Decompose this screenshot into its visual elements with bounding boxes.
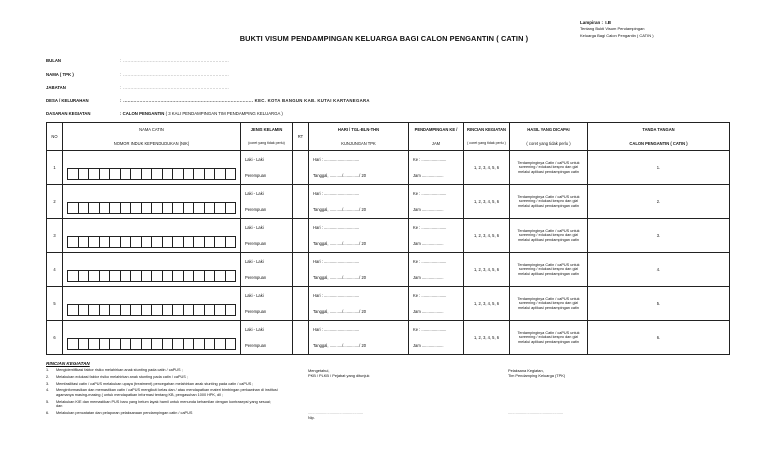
nik-digit-box[interactable]: [89, 271, 100, 281]
rincian-item-text: Menginformasikan dan memastikan catin / caPUS mengikuti kelas dan / atau mendapatkan materi bimbingan perkawinan di institusi agamanya masing-masing ( untuk mendapatkan informasi tentang KB, pengasuhan 1000 HPK, dll ;: [56, 388, 278, 397]
table-header-row: [47, 123, 730, 151]
nik-digit-box[interactable]: [89, 203, 100, 213]
nik-digit-box[interactable]: [79, 339, 90, 349]
row-no: 4: [47, 253, 63, 287]
rincian-item-number: 3.: [46, 381, 50, 386]
field-dasar-label: DASARAN KEGIATAN: [46, 111, 91, 116]
header-hasil-label: HASIL YANG DICAPAI: [527, 127, 570, 133]
table-row: [47, 253, 730, 287]
nik-digit-box[interactable]: [173, 271, 184, 281]
nik-digit-box[interactable]: [184, 305, 195, 315]
header-rt: RT: [293, 123, 309, 151]
header-hasil: [510, 123, 588, 151]
jk-laki[interactable]: Laki - Laki: [245, 258, 264, 264]
row-no: 6: [47, 321, 63, 355]
row-hari: [309, 253, 409, 287]
row-ttd[interactable]: 2.: [588, 185, 730, 219]
nik-digit-box[interactable]: [152, 237, 163, 247]
nik-boxes: [67, 168, 236, 180]
nik-digit-box[interactable]: [173, 203, 184, 213]
signature-right: [508, 368, 565, 415]
row-pendampingan: [409, 185, 464, 219]
jam-field[interactable]: Jam ...................: [413, 309, 444, 315]
signature-left-nip: Nip.: [308, 415, 315, 420]
nik-digit-box[interactable]: [215, 305, 226, 315]
nik-digit-box[interactable]: [100, 203, 111, 213]
rincian-item-text: Melakukan KIE dan memastikan PUS baru yang belum layak hamil untuk menunda kehamilan dengan kontrasepsi yang sesuai; dan: [56, 399, 271, 409]
jk-laki[interactable]: Laki - Laki: [245, 156, 264, 162]
table-row: [47, 321, 730, 355]
nik-digit-box[interactable]: [215, 271, 226, 281]
row-hari: [309, 287, 409, 321]
nik-digit-box[interactable]: [121, 305, 132, 315]
attachment-code: I.B: [605, 20, 612, 25]
nik-boxes: [67, 304, 236, 316]
page-title: BUKTI VISUM PENDAMPINGAN KELUARGA BAGI CALON PENGANTIN ( CATIN ): [239, 34, 529, 43]
row-nama-nik: [63, 287, 241, 321]
header-hasil-note: ( coret yang tidak perlu ): [526, 140, 571, 146]
nik-digit-box[interactable]: [152, 271, 163, 281]
row-pendampingan: [409, 253, 464, 287]
nik-digit-box[interactable]: [194, 203, 205, 213]
nik-digit-box[interactable]: [121, 203, 132, 213]
nik-boxes: [67, 202, 236, 214]
row-hasil[interactable]: Terdampinginya Catin / caPUS untuk screening / edukasi kespro dan gizi melalui aplikasi pendampingan catin: [510, 321, 588, 355]
row-jenis-kelamin: [241, 287, 293, 321]
nik-digit-box[interactable]: [142, 169, 153, 179]
row-rincian[interactable]: 1, 2, 3, 4, 5, 6: [464, 321, 510, 355]
rincian-item: [46, 375, 278, 380]
row-pendampingan: [409, 151, 464, 185]
nik-digit-box[interactable]: [226, 203, 236, 213]
field-desa-label: DESA / KELURAHAN: [46, 98, 89, 103]
row-jenis-kelamin: [241, 185, 293, 219]
dasar-value-bold: : CALON PENGANTIN: [120, 111, 165, 116]
row-no: 1: [47, 151, 63, 185]
row-nama-nik: [63, 151, 241, 185]
nik-digit-box[interactable]: [79, 271, 90, 281]
row-rt[interactable]: [293, 185, 309, 219]
nik-digit-box[interactable]: [205, 305, 216, 315]
nik-digit-box[interactable]: [194, 339, 205, 349]
nik-digit-box[interactable]: [110, 169, 121, 179]
row-pendampingan: [409, 321, 464, 355]
field-dasar-value: [120, 111, 283, 116]
ke-field[interactable]: Ke : ......................: [413, 156, 447, 162]
row-rincian[interactable]: 1, 2, 3, 4, 5, 6: [464, 151, 510, 185]
tanggal-field[interactable]: Tanggal, .........../............../ 20: [313, 173, 367, 179]
jk-perempuan[interactable]: Perempuan: [245, 241, 267, 247]
jk-laki[interactable]: Laki - Laki: [245, 292, 264, 298]
hari-field[interactable]: Hari : ...............................: [313, 224, 360, 230]
rincian-item-text: Melakukan pencatatan dan pelaporan pelaksanaan pendampingan catin / caPUS: [56, 411, 193, 416]
nik-digit-box[interactable]: [163, 271, 174, 281]
row-hari: [309, 321, 409, 355]
attachment-line-2: Keluarga Bagi Calon Pengantin ( CATIN ): [580, 32, 654, 38]
nik-digit-box[interactable]: [110, 237, 121, 247]
jam-field[interactable]: Jam ...................: [413, 343, 444, 349]
jk-perempuan[interactable]: Perempuan: [245, 275, 267, 281]
field-bulan-value[interactable]: : .......................................................................: [120, 58, 230, 63]
nik-digit-box[interactable]: [152, 169, 163, 179]
nik-digit-box[interactable]: [173, 169, 184, 179]
nik-digit-box[interactable]: [110, 305, 121, 315]
ke-field[interactable]: Ke : ......................: [413, 224, 447, 230]
row-rt[interactable]: [293, 321, 309, 355]
nik-digit-box[interactable]: [89, 169, 100, 179]
nik-digit-box[interactable]: [173, 237, 184, 247]
field-desa-value[interactable]: : ....................................................................................... KEC. KOTA BANGUN KAB. KUTAI KARTANEGARA: [120, 98, 370, 103]
jk-perempuan[interactable]: Perempuan: [245, 207, 267, 213]
rincian-item: [46, 382, 278, 387]
nik-digit-box[interactable]: [226, 169, 236, 179]
row-hasil[interactable]: Terdampinginya Catin / caPUS untuk screening / edukasi kespro dan gizi melalui aplikasi pendampingan catin: [510, 185, 588, 219]
row-nama-nik: [63, 253, 241, 287]
header-rincian: [464, 123, 510, 151]
rincian-item-text: Mengidentifikasi faktor risiko melahirkan anak stunting pada catin / caPUS ;: [56, 368, 183, 372]
signature-left-line[interactable]: ...................................................: [308, 410, 364, 415]
row-jenis-kelamin: [241, 151, 293, 185]
rincian-item: [46, 400, 278, 409]
nik-digit-box[interactable]: [152, 203, 163, 213]
row-ttd[interactable]: 4.: [588, 253, 730, 287]
header-jenis-kelamin: [241, 123, 293, 151]
nik-digit-box[interactable]: [163, 203, 174, 213]
ke-field[interactable]: Ke : ......................: [413, 326, 447, 332]
header-hari: [309, 123, 409, 151]
rincian-item-text: Memfasilitasi catin / caPUS melakukan upaya (treatment) pencegahan melahirkan anak stunting pada catin / caPUS ;: [56, 381, 254, 386]
row-nama-nik: [63, 219, 241, 253]
nik-digit-box[interactable]: [131, 339, 142, 349]
row-hari: [309, 219, 409, 253]
row-hasil[interactable]: Terdampinginya Catin / caPUS untuk screening / edukasi kespro dan gizi melalui aplikasi pendampingan catin: [510, 287, 588, 321]
nik-digit-box[interactable]: [163, 339, 174, 349]
row-pendampingan: [409, 287, 464, 321]
nik-digit-box[interactable]: [121, 237, 132, 247]
row-ttd[interactable]: 5.: [588, 287, 730, 321]
nik-digit-box[interactable]: [173, 339, 184, 349]
rincian-item-number: 4.: [46, 388, 50, 393]
table-row: [47, 219, 730, 253]
rincian-title: RINCIAN KEGIATAN: [46, 361, 90, 366]
nik-digit-box[interactable]: [68, 339, 79, 349]
nik-digit-box[interactable]: [205, 339, 216, 349]
nik-digit-box[interactable]: [121, 339, 132, 349]
nik-boxes: [67, 338, 236, 350]
table-row: [47, 185, 730, 219]
rincian-item-number: 2.: [46, 374, 50, 379]
rincian-item-number: 6.: [46, 411, 50, 416]
tanggal-field[interactable]: Tanggal, .........../............../ 20: [313, 343, 367, 349]
jk-perempuan[interactable]: Perempuan: [245, 173, 267, 179]
field-jabatan-value[interactable]: : .......................................................................: [120, 85, 230, 90]
field-nama-value[interactable]: : .......................................................................: [120, 72, 230, 77]
field-bulan-label: BULAN: [46, 58, 62, 63]
nik-digit-box[interactable]: [68, 237, 79, 247]
row-no: 2: [47, 185, 63, 219]
header-ttd: [588, 123, 730, 151]
tanggal-field[interactable]: Tanggal, .........../............../ 20: [313, 207, 367, 213]
header-kunjungan-label: KUNJUNGAN TPK: [341, 140, 376, 146]
header-jk-label: JENIS KELAMIN: [250, 127, 283, 133]
nik-digit-box[interactable]: [89, 237, 100, 247]
attachment-label: Lampiran :: [580, 20, 604, 25]
nik-digit-box[interactable]: [205, 169, 216, 179]
nik-digit-box[interactable]: [152, 305, 163, 315]
nik-digit-box[interactable]: [142, 305, 153, 315]
jk-laki[interactable]: Laki - Laki: [245, 190, 264, 196]
row-ttd[interactable]: 1.: [588, 151, 730, 185]
signature-right-sub: Tim Pendamping Keluarga (TPK): [508, 373, 566, 378]
nik-digit-box[interactable]: [142, 339, 153, 349]
row-no: 5: [47, 287, 63, 321]
nik-digit-box[interactable]: [100, 169, 111, 179]
field-jabatan-label: JABATAN: [46, 85, 66, 90]
row-hasil[interactable]: Terdampinginya Catin / caPUS untuk screening / edukasi kespro dan gizi melalui aplikasi pendampingan catin: [510, 151, 588, 185]
row-hasil[interactable]: Terdampinginya Catin / caPUS untuk screening / edukasi kespro dan gizi melalui aplikasi pendampingan catin: [510, 219, 588, 253]
ke-field[interactable]: Ke : ......................: [413, 292, 447, 298]
jam-field[interactable]: Jam ...................: [413, 241, 444, 247]
nik-digit-box[interactable]: [163, 169, 174, 179]
table-row: [47, 151, 730, 185]
nik-digit-box[interactable]: [215, 203, 226, 213]
nik-digit-box[interactable]: [142, 203, 153, 213]
nik-digit-box[interactable]: [131, 271, 142, 281]
header-pendampingan-label: PENDAMPINGAN KE /: [414, 127, 458, 133]
nik-digit-box[interactable]: [215, 169, 226, 179]
jk-laki[interactable]: Laki - Laki: [245, 224, 264, 230]
nik-digit-box[interactable]: [89, 305, 100, 315]
signature-right-line[interactable]: ...................................................: [508, 410, 564, 415]
jk-laki[interactable]: Laki - Laki: [245, 326, 264, 332]
nik-digit-box[interactable]: [194, 237, 205, 247]
header-ttd-sub: CALON PENGANTIN ( CATIN ): [629, 140, 688, 146]
nik-digit-box[interactable]: [226, 339, 236, 349]
nama-catin-field[interactable]: [63, 185, 240, 201]
nama-catin-field[interactable]: [63, 253, 240, 269]
hari-field[interactable]: Hari : ...............................: [313, 292, 360, 298]
nik-digit-box[interactable]: [131, 305, 142, 315]
rincian-item-number: 1.: [46, 368, 50, 372]
row-ttd[interactable]: 3.: [588, 219, 730, 253]
nik-digit-box[interactable]: [131, 237, 142, 247]
nik-digit-box[interactable]: [142, 271, 153, 281]
nik-digit-box[interactable]: [121, 271, 132, 281]
header-nik-label: NOMOR INDUK KEPENDUDUKAN (NIK): [113, 140, 190, 146]
nik-digit-box[interactable]: [184, 169, 195, 179]
nik-digit-box[interactable]: [79, 203, 90, 213]
nik-digit-box[interactable]: [184, 339, 195, 349]
signature-right-title: Pelaksana Kegiatan,: [508, 368, 544, 373]
row-jenis-kelamin: [241, 321, 293, 355]
rincian-item: [46, 368, 278, 373]
nik-digit-box[interactable]: [194, 169, 205, 179]
nik-digit-box[interactable]: [194, 271, 205, 281]
nik-digit-box[interactable]: [184, 237, 195, 247]
nik-digit-box[interactable]: [68, 203, 79, 213]
nik-digit-box[interactable]: [68, 271, 79, 281]
jam-field[interactable]: Jam ...................: [413, 207, 444, 213]
dasar-value-text: ( 3 KALI PENDAMPINGAN TIM PENDAMPING KELUARGA ): [164, 111, 283, 116]
nik-boxes: [67, 236, 236, 248]
rincian-item-number: 5.: [46, 399, 50, 404]
attachment-line-1: Tentang Bukti Visum Pendampingan: [580, 26, 645, 32]
nik-digit-box[interactable]: [226, 237, 236, 247]
header-nama-catin-label: NAMA CATIN: [139, 127, 164, 133]
nik-digit-box[interactable]: [152, 339, 163, 349]
nik-digit-box[interactable]: [142, 237, 153, 247]
nama-catin-field[interactable]: [63, 151, 240, 167]
nik-digit-box[interactable]: [100, 305, 111, 315]
nik-digit-box[interactable]: [215, 237, 226, 247]
rincian-list: [46, 368, 278, 418]
hari-field[interactable]: Hari : ...............................: [313, 156, 360, 162]
ke-field[interactable]: Ke : ......................: [413, 190, 447, 196]
nik-digit-box[interactable]: [121, 169, 132, 179]
nama-catin-field[interactable]: [63, 287, 240, 303]
jam-field[interactable]: Jam ...................: [413, 275, 444, 281]
row-rt[interactable]: [293, 151, 309, 185]
nik-digit-box[interactable]: [79, 305, 90, 315]
nik-digit-box[interactable]: [100, 339, 111, 349]
table-row: [47, 287, 730, 321]
ke-field[interactable]: Ke : ......................: [413, 258, 447, 264]
rincian-item: [46, 388, 278, 397]
header-rincian-note: ( coret yang tidak perlu ): [467, 141, 506, 146]
nik-digit-box[interactable]: [110, 339, 121, 349]
hari-field[interactable]: Hari : ...............................: [313, 326, 360, 332]
nik-digit-box[interactable]: [215, 339, 226, 349]
jk-perempuan[interactable]: Perempuan: [245, 343, 267, 349]
nik-digit-box[interactable]: [184, 203, 195, 213]
jk-perempuan[interactable]: Perempuan: [245, 309, 267, 315]
nik-digit-box[interactable]: [205, 237, 216, 247]
header-ttd-label: TANDA TANGAN: [642, 127, 675, 133]
nik-digit-box[interactable]: [131, 169, 142, 179]
row-ttd[interactable]: 6.: [588, 321, 730, 355]
signature-left-sub: PKB / PLKB / Pejabat yang ditunjuk: [308, 373, 370, 378]
nik-digit-box[interactable]: [79, 169, 90, 179]
field-nama-label: NAMA ( TPK ): [46, 72, 74, 77]
row-no: 3: [47, 219, 63, 253]
nik-boxes: [67, 270, 236, 282]
row-rincian[interactable]: 1, 2, 3, 4, 5, 6: [464, 287, 510, 321]
nik-digit-box[interactable]: [110, 203, 121, 213]
row-rt[interactable]: [293, 287, 309, 321]
nik-digit-box[interactable]: [226, 271, 236, 281]
tanggal-field[interactable]: Tanggal, .........../............../ 20: [313, 309, 367, 315]
tanggal-field[interactable]: Tanggal, .........../............../ 20: [313, 241, 367, 247]
nik-digit-box[interactable]: [68, 169, 79, 179]
nik-digit-box[interactable]: [163, 305, 174, 315]
row-pendampingan: [409, 219, 464, 253]
row-hasil[interactable]: Terdampinginya Catin / caPUS untuk screening / edukasi kespro dan gizi melalui aplikasi pendampingan catin: [510, 253, 588, 287]
nik-digit-box[interactable]: [163, 237, 174, 247]
row-hari: [309, 151, 409, 185]
header-jk-note: (coret yang tidak perlu): [248, 141, 285, 146]
nik-digit-box[interactable]: [194, 305, 205, 315]
row-jenis-kelamin: [241, 253, 293, 287]
nik-digit-box[interactable]: [100, 271, 111, 281]
row-nama-nik: [63, 321, 241, 355]
rincian-item-text: Melakukan edukasi faktor risiko melahirkan anak stunting pada catin / caPUS ;: [56, 374, 188, 379]
visum-table: [46, 122, 730, 355]
row-jenis-kelamin: [241, 219, 293, 253]
row-rt[interactable]: [293, 219, 309, 253]
nik-digit-box[interactable]: [173, 305, 184, 315]
rincian-item: [46, 411, 278, 416]
nik-digit-box[interactable]: [226, 305, 236, 315]
nama-catin-field[interactable]: [63, 219, 240, 235]
header-no: NO: [47, 123, 63, 151]
row-rincian[interactable]: 1, 2, 3, 4, 5, 6: [464, 185, 510, 219]
header-jam-label: JAM: [431, 140, 441, 146]
row-rt[interactable]: [293, 253, 309, 287]
row-nama-nik: [63, 185, 241, 219]
header-rincian-label: RINCIAN KEGIATAN: [467, 127, 506, 133]
nama-catin-field[interactable]: [63, 321, 240, 337]
row-hari: [309, 185, 409, 219]
nik-digit-box[interactable]: [110, 271, 121, 281]
nik-digit-box[interactable]: [184, 271, 195, 281]
nik-digit-box[interactable]: [100, 237, 111, 247]
nik-digit-box[interactable]: [79, 237, 90, 247]
signature-left: [308, 368, 369, 420]
nik-digit-box[interactable]: [205, 203, 216, 213]
signature-left-title: Mengetahui,: [308, 368, 330, 373]
header-hari-label: HARI / TGL-BLN-THN: [337, 127, 380, 133]
nik-digit-box[interactable]: [131, 203, 142, 213]
nik-digit-box[interactable]: [205, 271, 216, 281]
nik-digit-box[interactable]: [68, 305, 79, 315]
hari-field[interactable]: Hari : ...............................: [313, 258, 360, 264]
jam-field[interactable]: Jam ...................: [413, 173, 444, 179]
header-nama-catin: [63, 123, 241, 151]
nik-digit-box[interactable]: [89, 339, 100, 349]
header-pendampingan: [409, 123, 464, 151]
hari-field[interactable]: Hari : ...............................: [313, 190, 360, 196]
row-rincian[interactable]: 1, 2, 3, 4, 5, 6: [464, 219, 510, 253]
tanggal-field[interactable]: Tanggal, .........../............../ 20: [313, 275, 367, 281]
row-rincian[interactable]: 1, 2, 3, 4, 5, 6: [464, 253, 510, 287]
